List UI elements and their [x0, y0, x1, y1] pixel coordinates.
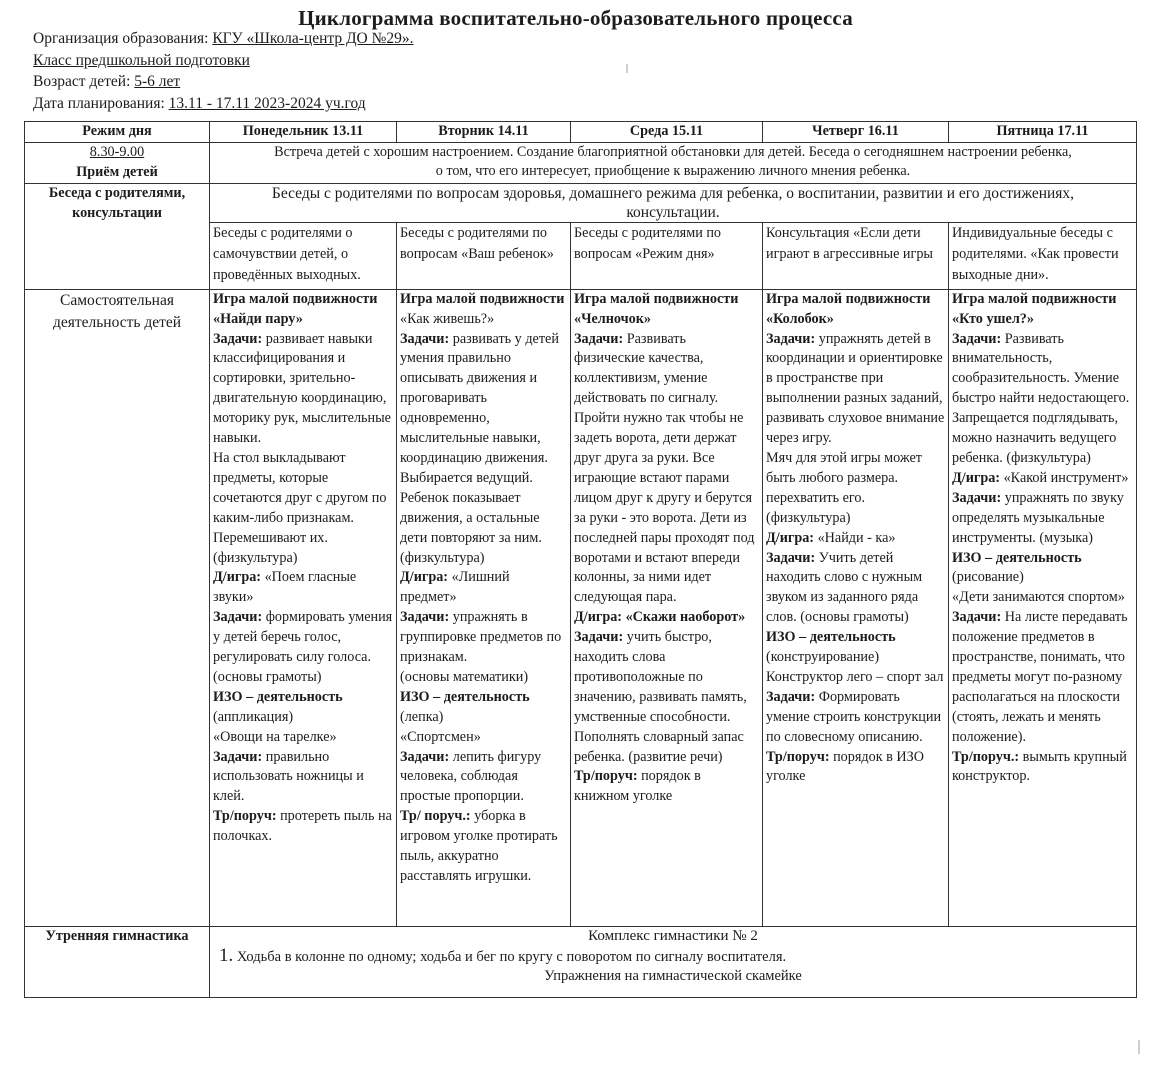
age-line [33, 73, 180, 91]
reception-head [25, 142, 210, 183]
activity-text: порядок в книжном уголке [574, 768, 701, 805]
activity-text: Развивать физические качества, коллективизм, умение действовать по сигналу. Пройти нужно так чтобы не задеть ворота, дети держат друг друга за руки. Все играющие встают парами лицом друг к другу и берутся за руки - это ворота. Дети из последней пары проходят под воротами и встают впереди колонны, за ними идет следующая пара. [574, 330, 755, 606]
parents-mon: Беседы с родителями о самочувствии детей, о проведённых выходных. [210, 222, 397, 289]
activity-bold-lead: ИЗО – деятельность [766, 629, 896, 646]
activity-bold-lead: Задачи: [574, 330, 624, 347]
gym-row [25, 926, 1137, 997]
header-day-thu: Четверг 16.11 [763, 122, 949, 143]
activity-bold-lead: Игра малой подвижности «Кто ушел?» [952, 290, 1117, 327]
activity-paragraph [213, 449, 393, 568]
activity-bold-lead: Игра малой подвижности «Колобок» [766, 290, 931, 327]
parents-wed: Беседы с родителями по вопросам «Режим дня» [571, 222, 763, 289]
activity-paragraph [952, 290, 1133, 330]
activity-paragraph [766, 449, 945, 529]
age-label: Возраст детей: [33, 73, 135, 90]
activity-bold-lead: Игра малой подвижности [400, 290, 565, 307]
activity-text: Мяч для этой игры может быть любого размера. перехватить его. (физкультура) [766, 449, 922, 526]
activity-bold-lead: Игра малой подвижности «Найди пару» [213, 290, 378, 327]
activity-bold-lead: Игра малой подвижности «Челночок» [574, 290, 739, 327]
activity-text: «Спортсмен» [400, 728, 481, 745]
activity-text: формировать умения у детей беречь голос, регулировать силу голоса. (основы грамоты) [213, 609, 393, 685]
date-line [33, 95, 366, 113]
activity-paragraph [400, 310, 567, 330]
activity-paragraph [400, 668, 567, 688]
scan-speck [1138, 1040, 1140, 1054]
activity-bold-lead: Д/игра: [400, 569, 449, 586]
activity-paragraph [766, 648, 945, 668]
org-line [33, 30, 414, 48]
activity-text: упражнять в группировке предметов по признакам. [400, 609, 562, 666]
activity-text: «Как живешь?» [400, 310, 495, 327]
activity-bold-lead: Задачи: [213, 748, 263, 765]
date-value: 13.11 - 17.11 2023-2024 уч.год [168, 95, 366, 112]
activity-paragraph [213, 688, 393, 708]
activity-paragraph [766, 668, 945, 688]
reception-text [210, 142, 1137, 183]
independent-head: Самостоятельная деятельность детей [25, 289, 210, 926]
activity-text: «Найди - ка» [814, 529, 896, 546]
activity-paragraph [952, 568, 1133, 588]
activity-text: лепить фигуру человека, соблюдая простые пропорции. [400, 748, 542, 805]
activity-text: (конструирование) [766, 649, 880, 666]
activity-text: (аппликация) [213, 708, 294, 725]
reception-text-1: Встреча детей с хорошим настроением. Создание благоприятной обстановки для детей. Беседа о сегодняшнем настроении ребенка, [274, 143, 1072, 160]
activity-text: Формировать умение строить конструкции по словесному описанию. [766, 688, 942, 745]
activity-paragraph [952, 469, 1133, 489]
parents-general-1: Беседы с родителями по вопросам здоровья, домашнего режима для ребенка, о воспитании, развитии и его достижениях, [271, 184, 1075, 202]
activity-text: «Какой инструмент» [1000, 469, 1129, 486]
independent-thu [763, 289, 949, 926]
reception-time: 8.30-9.00 [89, 143, 145, 160]
activity-text: (основы математики) [400, 668, 529, 685]
activity-bold-lead: Задачи: [766, 549, 816, 566]
activity-text: «Дети занимаются спортом» [952, 589, 1125, 606]
activity-text: (рисование) [952, 569, 1024, 586]
activity-bold-lead: Д/игра: [952, 469, 1001, 486]
activity-text: Конструктор лего – спорт зал [766, 668, 944, 685]
activity-paragraph [766, 628, 945, 648]
activity-bold-lead: Тр/поруч: [213, 808, 277, 825]
activity-bold-lead: Тр/поруч.: [952, 748, 1020, 765]
scan-speck [626, 64, 628, 73]
activity-paragraph [400, 330, 567, 569]
parents-tue: Беседы с родителями по вопросам «Ваш ребенок» [397, 222, 571, 289]
activity-paragraph [213, 608, 393, 688]
activity-paragraph [574, 330, 759, 609]
activity-paragraph [574, 608, 759, 628]
activity-paragraph [400, 688, 567, 708]
activity-text: вымыть крупный конструктор. [952, 748, 1127, 785]
activity-bold-lead: Задачи: [766, 330, 816, 347]
activity-text: упражнять детей в координации и ориентировке в пространстве при выполнении разных заданий, развивать слуховое внимание через игру. [766, 330, 945, 447]
activity-paragraph [400, 290, 567, 310]
parents-fri: Индивидуальные беседы с родителями. «Как провести выходные дни». [949, 222, 1137, 289]
activity-paragraph [574, 628, 759, 767]
activity-text: Развивать внимательность, сообразительность. Умение быстро найти недостающего. Запрещается подглядывать, можно назначить ведущего ребенка. (физкультура) [952, 330, 1130, 466]
activity-bold-lead: ИЗО – деятельность [952, 549, 1082, 566]
activity-paragraph [400, 708, 567, 728]
activity-paragraph [766, 748, 945, 788]
activity-bold-lead: ИЗО – деятельность [400, 688, 530, 705]
activity-paragraph [574, 290, 759, 330]
activity-paragraph [213, 807, 393, 847]
org-label: Организация образования: [33, 30, 213, 47]
reception-label: Приём детей [76, 163, 158, 180]
activity-bold-lead: Тр/поруч: [574, 768, 638, 785]
activity-text: протереть пыль на полочках. [213, 808, 392, 845]
activity-paragraph [400, 728, 567, 748]
parents-general [210, 183, 1137, 222]
activity-bold-lead: Задачи: [213, 330, 263, 347]
gym-item-number: 1. [219, 944, 234, 966]
independent-wed [571, 289, 763, 926]
activity-paragraph [400, 608, 567, 668]
org-value: КГУ «Школа-центр ДО №29». [212, 30, 414, 47]
activity-text: «Овощи на тарелке» [213, 728, 337, 745]
age-value: 5-6 лет [134, 73, 181, 90]
parents-head: Беседа с родителями, консультации [25, 183, 210, 289]
parents-general-2: консультации. [626, 203, 720, 221]
activity-paragraph [213, 330, 393, 449]
independent-fri [949, 289, 1137, 926]
header-day-wed: Среда 15.11 [571, 122, 763, 143]
activity-paragraph [952, 748, 1133, 788]
header-day-fri: Пятница 17.11 [949, 122, 1137, 143]
activity-text: «Лишний предмет» [400, 569, 510, 606]
activity-paragraph [766, 688, 945, 748]
activity-paragraph [213, 568, 393, 608]
activity-paragraph [952, 489, 1133, 549]
gym-content [210, 926, 1137, 997]
activity-text: На стол выкладывают предметы, которые сочетаются друг с другом по каким-либо признакам. Перемешивают их. (физкультура) [213, 449, 387, 566]
activity-text: уборка в игровом уголке протирать пыль, аккуратно расставлять игрушки. [400, 808, 558, 884]
reception-text-2: о том, что его интересует, приобщение к выражению личного мнения ребенка. [435, 162, 911, 179]
activity-bold-lead: Тр/поруч: [766, 748, 830, 765]
activity-text: «Поем гласные звуки» [213, 569, 357, 606]
activity-paragraph [952, 588, 1133, 608]
activity-bold-lead: Задачи: [400, 609, 450, 626]
gym-item-1-text: Ходьба в колонне по одному; ходьба и бег по кругу с поворотом по сигналу воспитателя. [233, 948, 787, 965]
activity-paragraph [766, 529, 945, 549]
independent-row [25, 289, 1137, 926]
gym-item-1 [213, 946, 1133, 967]
activity-paragraph [766, 290, 945, 330]
activity-bold-lead: ИЗО – деятельность [213, 688, 343, 705]
activity-text: (лепка) [400, 708, 444, 725]
independent-mon [210, 289, 397, 926]
activity-bold-lead: Задачи: [400, 330, 450, 347]
activity-bold-lead: Задачи: [766, 688, 816, 705]
activity-bold-lead: Д/игра: «Скажи наоборот» [574, 609, 746, 626]
activity-paragraph [952, 549, 1133, 569]
gym-item-2: Упражнения на гимнастической скамейке [544, 967, 802, 984]
activity-paragraph [213, 728, 393, 748]
date-label: Дата планирования: [33, 95, 169, 112]
activity-bold-lead: Задачи: [952, 330, 1002, 347]
activity-text: развивает навыки классифицирования и сортировки, зрительно-двигательную координацию, моторику рук, мыслительные навыки. [213, 330, 391, 447]
activity-paragraph [400, 748, 567, 808]
activity-text: учить быстро, находить слова противоположные по значению, развивать память, умственные способности. Пополнять словарный запас ребенка. (развитие речи) [574, 629, 747, 765]
activity-text: Учить детей находить слово с нужным звуком из заданного ряда слов. (основы грамоты) [766, 549, 923, 626]
activity-text: порядок в ИЗО уголке [766, 748, 924, 785]
activity-bold-lead: Задачи: [574, 629, 624, 646]
activity-text: На листе передавать положение предметов в пространстве, понимать, что предметы могут по-разному располагаться на плоскости (стоять, лежать и менять положение). [952, 609, 1128, 745]
activity-paragraph [766, 549, 945, 629]
activity-paragraph [952, 608, 1133, 747]
activity-bold-lead: Задачи: [952, 489, 1002, 506]
header-row [25, 122, 1137, 143]
activity-text: упражнять по звуку определять музыкальные инструменты. (музыка) [952, 489, 1124, 546]
activity-paragraph [213, 708, 393, 728]
activity-bold-lead: Задачи: [400, 748, 450, 765]
activity-text: правильно использовать ножницы и клей. [213, 748, 364, 805]
independent-tue [397, 289, 571, 926]
gym-head: Утренняя гимнастика [25, 926, 210, 997]
header-day-tue: Вторник 14.11 [397, 122, 571, 143]
schedule-table [24, 121, 1137, 998]
gym-complex: Комплекс гимнастики № 2 [588, 927, 758, 944]
activity-bold-lead: Задачи: [213, 609, 263, 626]
activity-paragraph [400, 568, 567, 608]
activity-paragraph [952, 330, 1133, 469]
activity-paragraph [766, 330, 945, 449]
activity-text: развивать у детей умения правильно описывать движения и проговаривать одновременно, мыслительные навыки, координацию движения. Выбирается ведущий. Ребенок показывает движения, а остальные дети повторяют за ним. (физкультура) [400, 330, 559, 566]
activity-bold-lead: Тр/ поруч.: [400, 808, 471, 825]
parents-row [25, 183, 1137, 222]
activity-bold-lead: Д/игра: [766, 529, 815, 546]
class-line [33, 52, 250, 70]
header-day-mon: Понедельник 13.11 [210, 122, 397, 143]
class-value: Класс предшкольной подготовки [33, 52, 250, 69]
activity-bold-lead: Задачи: [952, 609, 1002, 626]
parents-thu: Консультация «Если дети играют в агрессивные игры [763, 222, 949, 289]
document-title: Циклограмма воспитательно-образовательного процесса [298, 6, 853, 30]
activity-paragraph [213, 748, 393, 808]
header-mode: Режим дня [25, 122, 210, 143]
activity-paragraph [400, 807, 567, 887]
reception-row [25, 142, 1137, 183]
activity-paragraph [213, 290, 393, 330]
activity-bold-lead: Д/игра: [213, 569, 262, 586]
activity-paragraph [574, 767, 759, 807]
